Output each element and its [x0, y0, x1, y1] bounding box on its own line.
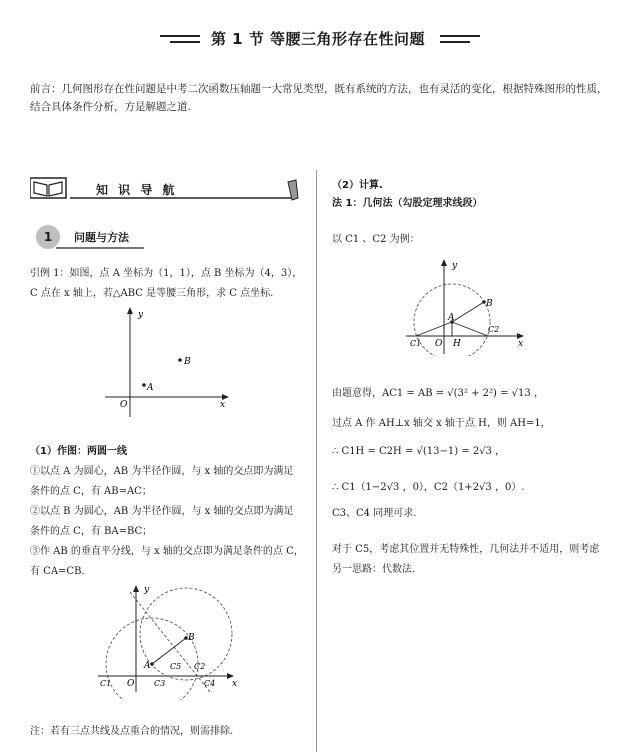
fig2-c1-label: C1 [100, 679, 112, 688]
calc-line-1: 由题意得，AC1 = AB = √(3² + 2²) = √13 ， [332, 388, 544, 399]
nav-title: 知 识 导 航 [96, 183, 178, 197]
fig3-origin-label: O [435, 339, 443, 349]
fig3-h-label: H [453, 339, 461, 349]
page-title: 第 1 节 等腰三角形存在性问题 [210, 30, 426, 48]
figure-two-circles-one-line [90, 582, 250, 700]
fig3-c1-label: C1 [410, 339, 422, 348]
step-2a: ②以点 B 为圆心，AB 为半径作圆，与 x 轴的交点即为满足 [30, 506, 294, 517]
fig2-y-label: y [144, 585, 150, 595]
method-geometry-title: 法 1：几何法（勾股定理求线段） [332, 198, 483, 209]
section-number-badge: 1 [36, 225, 60, 249]
method1-title: （1）作图：两圆一线 [30, 446, 127, 457]
fig1-origin-label: O [120, 400, 128, 410]
segment-ab [152, 638, 186, 664]
fig3-c2-label: C2 [488, 325, 500, 334]
figure-circle-a [400, 256, 530, 356]
section-title: 问题与方法 [74, 231, 129, 244]
title-rule-right-2 [440, 41, 470, 43]
example-line-1: 引例 1：如图，点 A 坐标为（1，1），点 B 坐标为（4，3）， [30, 268, 303, 279]
pencil-icon [288, 180, 298, 200]
fig3-x-label: x [518, 339, 524, 349]
fig2-a-label: A [144, 661, 151, 671]
fig3-a-label: A [448, 313, 455, 323]
step-3a: ③作 AB 的垂直平分线，与 x 轴的交点即为满足条件的点 C， [30, 546, 304, 557]
preface-text: 前言：几何图形存在性问题是中考二次函数压轴题一大常见类型，既有系统的方法，也有灵活的变化，根据特殊图形的性质，结合具体条件分析，方是解题之道. [30, 83, 608, 113]
calc-line-6: 对于 C5，考虑其位置并无特殊性，几何法并不适用，则考虑 [332, 544, 600, 555]
step-1b: 条件的点 C，有 AB=AC； [30, 486, 152, 497]
fig3-segment-ac1 [416, 322, 452, 336]
step-3b: 有 CA=CB. [30, 566, 85, 577]
fig2-b-label: B [188, 633, 195, 643]
fig2-c4-label: C4 [204, 679, 216, 688]
fig2-x-label: x [232, 679, 238, 689]
fig2-c2-label: C2 [194, 662, 206, 671]
point-b [178, 358, 182, 362]
calc-line-2: 过点 A 作 AH⊥x 轴交 x 轴于点 H，则 AH=1， [332, 418, 551, 429]
example-line-2: C 点在 x 轴上，若△ABC 是等腰三角形，求 C 点坐标. [30, 288, 274, 299]
fig2-c5-label: C5 [170, 662, 182, 671]
fig3-segment-ab [452, 302, 484, 322]
fig1-y-label: y [138, 310, 144, 320]
calc-line-4: ∴ C1（1−2√3 ，0），C2（1+2√3 ，0）. [332, 482, 525, 493]
fig1-a-label: A [147, 383, 154, 393]
fig3-y-label: y [452, 261, 458, 271]
calc-line-5: C3、C4 同理可求. [332, 508, 417, 519]
fig3-segment-ac2 [452, 322, 488, 336]
point-a [142, 383, 146, 387]
fig1-b-label: B [184, 357, 191, 367]
fig2-c3-label: C3 [154, 679, 166, 688]
fig1-x-label: x [220, 400, 226, 410]
calc-title: （2）计算. [332, 180, 383, 191]
step-1a: ①以点 A 为圆心，AB 为半径作圆，与 x 轴的交点即为满足 [30, 466, 294, 477]
perpendicular-bisector [130, 592, 210, 692]
step-2b: 条件的点 C，有 BA=BC； [30, 526, 153, 537]
calc-line-3: ∴ C1H = C2H = √(13−1) = 2√3 ， [332, 446, 506, 457]
note-text: 注：若有三点共线及点重合的情况，则需排除. [30, 726, 234, 737]
title-rule-right-1 [440, 35, 480, 37]
fig3-b-label: B [486, 299, 493, 309]
figure-coordinate-plane [100, 305, 240, 425]
circle-centered-b [140, 588, 232, 680]
column-divider [316, 170, 317, 752]
example-intro: 以 C1 、C2 为例： [332, 234, 420, 245]
calc-line-7: 另一思路：代数法. [332, 564, 416, 575]
circle-centered-a [106, 618, 198, 700]
fig2-origin-label: O [127, 679, 135, 689]
